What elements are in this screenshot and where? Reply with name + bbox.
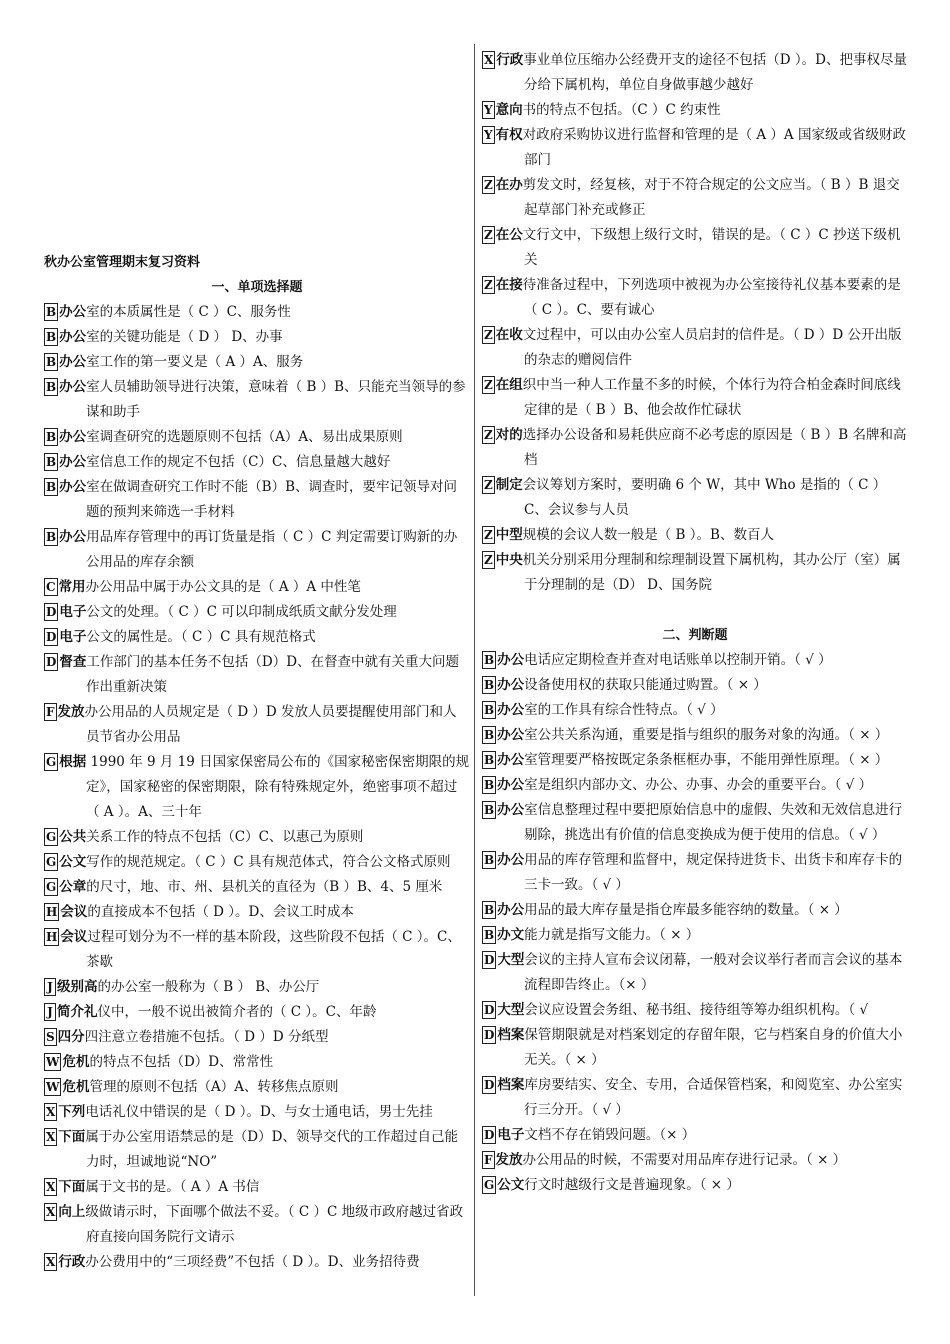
index-letter-box: Z <box>484 478 493 492</box>
question-item <box>44 850 470 875</box>
index-letter-box: Z <box>484 378 493 392</box>
item-text: 电话应定期检查并查对电话账单以控制开销。（ √ ） <box>524 652 832 668</box>
judgment-item <box>482 673 908 698</box>
index-letter-box: Y <box>484 103 493 117</box>
index-letter-box: B <box>484 803 495 817</box>
index-letter-box: D <box>484 953 495 967</box>
item-text: 写作的规范规定。（ C ）C 具有规范体式，符合公文格式原则 <box>86 854 451 870</box>
question-item <box>482 123 908 173</box>
item-keyword: 电子 <box>497 1127 525 1143</box>
item-keyword: 级别高 <box>57 979 98 995</box>
index-letter-box: H <box>46 905 58 919</box>
index-letter-box: B <box>46 355 57 369</box>
item-text: 书的特点不包括。（C ）C 约束性 <box>522 102 721 118</box>
judgment-item <box>482 1123 908 1148</box>
item-keyword: 档案 <box>497 1027 525 1043</box>
item-keyword: 危机 <box>62 1079 90 1095</box>
item-text: 会议的主持人宣布会议闭幕，一般对会议举行者而言会议的基本流程即告终止。（× ） <box>524 952 903 993</box>
item-keyword: 大型 <box>497 952 525 968</box>
question-item <box>482 523 908 548</box>
judgment-item <box>482 948 908 998</box>
item-text: 室管理要严格按既定条条框框办事，不能用弹性原理。（ × ） <box>524 752 889 768</box>
item-text: 室是组织内部办文、办公、办事、办会的重要平台。（ √ ） <box>524 777 873 793</box>
question-item <box>482 223 908 273</box>
index-letter-box: Z <box>484 228 493 242</box>
item-text: 会议筹划方案时，要明确 6 个 W，其中 Who 是指的（ C ）C、会议参与人员 <box>522 477 887 518</box>
item-keyword: 办公 <box>59 304 87 320</box>
item-keyword: 办公 <box>59 429 87 445</box>
index-letter-box: Y <box>484 128 493 142</box>
index-letter-box: X <box>484 53 494 67</box>
item-keyword: 制定 <box>495 477 523 493</box>
judgment-item <box>482 898 908 923</box>
item-text: 的办公室一般称为（ B ） B、办公厅 <box>97 979 320 995</box>
index-letter-box: B <box>46 480 57 494</box>
question-item <box>44 700 470 750</box>
item-keyword: 下列 <box>58 1104 86 1120</box>
item-keyword: 办公 <box>59 354 87 370</box>
question-item <box>44 1175 470 1200</box>
index-letter-box: B <box>484 928 495 942</box>
item-keyword: 办公 <box>497 652 525 668</box>
item-keyword: 意向 <box>495 102 523 118</box>
question-item <box>44 1075 470 1100</box>
item-text: 室信息整理过程中要把原始信息中的虚假、失效和无效信息进行剔除，挑选出有价值的信息变换成为便于使用的信息。（ √ ） <box>524 802 903 843</box>
index-letter-box: Z <box>484 528 493 542</box>
item-text: 的尺寸，地、市、州、县机关的直径为（B ）B、4、5 厘米 <box>86 879 443 895</box>
item-keyword: 向上 <box>58 1204 86 1220</box>
item-keyword: 办公 <box>497 752 525 768</box>
item-text: 设备使用权的获取只能通过购置。（ × ） <box>524 677 767 693</box>
item-text: 文行文中，下级想上级行文时，错误的是。（ C ）C 抄送下级机关 <box>522 227 901 268</box>
question-item <box>44 425 470 450</box>
multiple-choice-items-right <box>482 48 908 598</box>
judgment-item <box>482 1073 908 1123</box>
item-keyword: 办公 <box>59 454 87 470</box>
item-text: 四注意立卷措施不包括。（ D ）D 分纸型 <box>84 1029 329 1045</box>
item-text: 属于办公室用语禁忌的是（D）D、领导交代的工作超过自己能力时，坦诚地说“NO” <box>85 1129 458 1170</box>
question-item <box>482 423 908 473</box>
index-letter-box: X <box>46 1130 56 1144</box>
question-item <box>44 1250 470 1275</box>
index-letter-box: B <box>484 703 495 717</box>
question-item <box>44 1200 470 1250</box>
item-text: 选择办公设备和易耗供应商不必考虑的原因是（ B ）B 名牌和高档 <box>522 427 907 468</box>
judgment-item <box>482 1023 908 1073</box>
judgment-item <box>482 748 908 773</box>
item-text: 规模的会议人数一般是（ B ）。B、数百人 <box>522 527 774 543</box>
item-text: 待准备过程中，下列选项中被视为办公室接待礼仪基本要素的是（ C ）。C、要有诚心 <box>522 277 901 318</box>
item-keyword: 发放 <box>57 704 85 720</box>
document-title: 秋办公室管理期末复习资料 <box>44 255 201 270</box>
item-text: 库房要结实、安全、专用，合适保管档案，和阅览室、办公室实行三分开。（ √ ） <box>524 1077 903 1118</box>
item-text: 行文时越级行文是普遍现象。（ × ） <box>524 1177 740 1193</box>
item-keyword: 办公 <box>497 802 525 818</box>
index-letter-box: Z <box>484 178 493 192</box>
question-item <box>44 925 470 975</box>
item-keyword: 简介礼 <box>57 1004 98 1020</box>
item-text: 用品的库存管理和监督中，规定保持进货卡、出货卡和库存卡的三卡一致。（ √ ） <box>524 852 903 893</box>
index-letter-box: B <box>484 778 495 792</box>
index-letter-box: B <box>46 530 57 544</box>
index-letter-box: X <box>46 1255 56 1269</box>
index-letter-box: G <box>46 830 57 844</box>
item-text: 用品的最大库存量是指仓库最多能容纳的数量。（ × ） <box>524 902 848 918</box>
item-text: 室的工作具有综合性特点。（ √ ） <box>524 702 724 718</box>
question-item <box>44 625 470 650</box>
item-keyword: 会议 <box>60 904 88 920</box>
item-keyword: 办公 <box>497 702 525 718</box>
item-text: 过程可划分为不一样的基本阶段，这些阶段不包括（ C ）。C、茶歇 <box>86 929 461 970</box>
item-keyword: 在公 <box>495 227 523 243</box>
item-keyword: 办公 <box>497 852 525 868</box>
item-keyword: 在办 <box>495 177 523 193</box>
index-letter-box: G <box>46 855 57 869</box>
item-keyword: 四分 <box>57 1029 85 1045</box>
index-letter-box: C <box>46 580 56 594</box>
index-letter-box: J <box>44 1003 56 1021</box>
index-letter-box: Z <box>484 278 493 292</box>
question-item <box>44 1050 470 1075</box>
question-item <box>44 1100 470 1125</box>
index-letter-box: F <box>484 1153 493 1167</box>
item-text: 室调查研究的选题原则不包括（A）A、易出成果原则 <box>86 429 403 445</box>
question-item <box>44 300 470 325</box>
item-text: 关系工作的特点不包括（C）C、以惠己为原则 <box>86 829 364 845</box>
index-letter-box: S <box>46 1030 55 1044</box>
item-text: 室的关键功能是（ D ） D、办事 <box>86 329 283 345</box>
item-keyword: 下面 <box>58 1179 86 1195</box>
index-letter-box: D <box>484 1128 495 1142</box>
index-letter-box: H <box>46 930 58 944</box>
index-letter-box: X <box>46 1205 56 1219</box>
index-letter-box: B <box>484 678 495 692</box>
item-keyword: 电子 <box>59 629 87 645</box>
item-keyword: 在组 <box>495 377 523 393</box>
index-letter-box: D <box>46 630 57 644</box>
question-item <box>44 600 470 625</box>
index-letter-box: B <box>484 653 495 667</box>
section-heading-true-false: 二、判断题 <box>662 628 728 643</box>
judgment-item <box>482 798 908 848</box>
item-keyword: 在收 <box>495 327 523 343</box>
question-item <box>44 825 470 850</box>
question-item <box>44 350 470 375</box>
question-item <box>44 450 470 475</box>
question-item <box>44 575 470 600</box>
index-letter-box: W <box>46 1080 60 1094</box>
question-item <box>44 375 470 425</box>
question-item <box>482 473 908 523</box>
item-text: 的直接成本不包括（ D ）。D、会议工时成本 <box>87 904 354 920</box>
item-text: 保管期限就是对档案划定的存留年限，它与档案自身的价值大小无关。（ × ） <box>524 1027 903 1068</box>
index-letter-box: B <box>484 853 495 867</box>
index-letter-box: B <box>46 380 57 394</box>
item-text: 室在做调查研究工作时不能（B）B、调查时，要牢记领导对问题的预判来筛选一手材料 <box>86 479 457 520</box>
index-letter-box: Z <box>484 328 493 342</box>
item-text: 用品库存管理中的再订货量是指（ C ）C 判定需要订购新的办公用品的库存余额 <box>86 529 458 570</box>
item-keyword: 行政 <box>496 52 524 68</box>
judgment-item <box>482 1173 908 1198</box>
item-keyword: 办文 <box>497 927 525 943</box>
item-text: 室公共关系沟通，重要是指与组织的服务对象的沟通。（ × ） <box>524 727 889 743</box>
item-text: 办公用品的时候，不需要对用品库存进行记录。（ × ） <box>522 1152 847 1168</box>
judgment-item <box>482 923 908 948</box>
item-text: 室信息工作的规定不包括（C）C、信息量越大越好 <box>86 454 391 470</box>
item-text: 对政府采购协议进行监督和管理的是（ A ）A 国家级或省级财政部门 <box>522 127 906 168</box>
index-letter-box: B <box>46 430 57 444</box>
right-question-list <box>482 48 908 1198</box>
item-keyword: 档案 <box>497 1077 525 1093</box>
index-letter-box: G <box>484 1178 495 1192</box>
index-letter-box: X <box>46 1105 56 1119</box>
index-letter-box: B <box>484 728 495 742</box>
judgment-item <box>482 648 908 673</box>
question-item <box>44 900 470 925</box>
index-letter-box: D <box>484 1003 495 1017</box>
item-text: 办公用品的人员规定是（ D ）D 发放人员要提醒使用部门和人员节省办公用品 <box>84 704 457 745</box>
question-item <box>482 548 908 598</box>
true-false-items <box>482 648 908 1198</box>
item-keyword: 下面 <box>58 1129 86 1145</box>
column-divider <box>474 44 475 1296</box>
item-keyword: 办公 <box>59 379 87 395</box>
judgment-item <box>482 848 908 898</box>
question-item <box>482 173 908 223</box>
item-keyword: 中央 <box>495 552 523 568</box>
item-text: 剪发文时，经复核，对于不符合规定的公文应当。（ B ）B 退交起草部门补充或修正 <box>522 177 900 218</box>
index-letter-box: J <box>44 978 56 996</box>
question-item <box>44 525 470 575</box>
item-text: 电话礼仪中错误的是（ D ）。D、与女士通电话，男士先挂 <box>85 1104 433 1120</box>
question-item <box>44 1025 470 1050</box>
item-text: 1990 年 9 月 19 日国家保密局公布的《国家秘密保密期限的规定》，国家秘密的保密期限，除有特殊规定外，绝密事项不超过（ A ）。A、三十年 <box>86 754 470 820</box>
item-text: 办公用品中属于办公文具的是（ A ）A 中性笔 <box>85 579 361 595</box>
item-keyword: 根据 <box>59 754 87 770</box>
item-text: 工作部门的基本任务不包括（D）D、在督查中就有关重大问题作出重新决策 <box>86 654 460 695</box>
item-keyword: 发放 <box>495 1152 523 1168</box>
index-letter-box: D <box>484 1028 495 1042</box>
item-text: 室工作的第一要义是（ A ）A、服务 <box>86 354 304 370</box>
item-keyword: 公文 <box>59 854 87 870</box>
item-keyword: 中型 <box>495 527 523 543</box>
question-item <box>44 475 470 525</box>
section-heading-multiple-choice: 一、单项选择题 <box>211 280 303 295</box>
item-keyword: 有权 <box>495 127 523 143</box>
index-letter-box: B <box>46 330 57 344</box>
judgment-item <box>482 773 908 798</box>
item-keyword: 行政 <box>58 1254 86 1270</box>
item-text: 公文的处理。（ C ）C 可以印制成纸质文献分发处理 <box>86 604 397 620</box>
item-text: 的特点不包括（D）D、常常性 <box>89 1054 274 1070</box>
question-item <box>482 273 908 323</box>
item-text: 文过程中，可以由办公室人员启封的信件是。（ D ）D 公开出版的杂志的赠阅信件 <box>522 327 902 368</box>
item-keyword: 公章 <box>59 879 87 895</box>
index-letter-box: X <box>46 1180 56 1194</box>
item-text: 织中当一种人工作量不多的时候，个体行为符合柏金森时间底线定律的是（ B ）B、他会故作忙碌状 <box>522 377 901 418</box>
item-keyword: 办公 <box>497 777 525 793</box>
judgment-item <box>482 723 908 748</box>
item-keyword: 会议 <box>60 929 88 945</box>
judgment-item <box>482 698 908 723</box>
item-keyword: 办公 <box>59 479 87 495</box>
item-keyword: 对的 <box>495 427 523 443</box>
index-letter-box: G <box>46 880 57 894</box>
section-gap <box>482 598 908 623</box>
question-item <box>44 750 470 825</box>
index-letter-box: B <box>484 903 495 917</box>
question-item <box>482 373 908 423</box>
index-letter-box: B <box>46 305 57 319</box>
item-keyword: 办公 <box>497 677 525 693</box>
item-keyword: 督查 <box>59 654 87 670</box>
item-keyword: 办公 <box>59 529 87 545</box>
item-text: 仪中，一般不说出被简介者的（ C ）。C、年龄 <box>97 1004 377 1020</box>
question-item <box>44 650 470 700</box>
item-text: 室的本质属性是（ C ）C、服务性 <box>86 304 291 320</box>
item-text: 公文的属性是。（ C ）C 具有规范格式 <box>86 629 316 645</box>
index-letter-box: G <box>46 755 57 769</box>
question-item <box>44 325 470 350</box>
item-text: 办公费用中的“三项经费”不包括（ D ）。D、业务招待费 <box>85 1254 420 1270</box>
index-letter-box: W <box>46 1055 60 1069</box>
item-text: 会议应设置会务组、秘书组、接待组等筹办组织机构。（ √ <box>524 1002 869 1018</box>
index-letter-box: D <box>46 605 57 619</box>
judgment-item <box>482 1148 908 1173</box>
item-keyword: 危机 <box>62 1054 90 1070</box>
item-keyword: 办公 <box>497 727 525 743</box>
item-text: 室人员辅助领导进行决策，意味着（ B ）B、只能充当领导的参谋和助手 <box>86 379 466 420</box>
item-text: 能力就是指写文能力。（ × ） <box>524 927 700 943</box>
question-item <box>482 323 908 373</box>
item-keyword: 办公 <box>59 329 87 345</box>
multiple-choice-items-left <box>44 300 470 1275</box>
judgment-item <box>482 998 908 1023</box>
question-item <box>44 875 470 900</box>
item-text: 属于文书的是。（ A ）A 书信 <box>85 1179 260 1195</box>
item-keyword: 大型 <box>497 1002 525 1018</box>
question-item <box>44 1125 470 1175</box>
question-item <box>44 1000 470 1025</box>
item-keyword: 电子 <box>59 604 87 620</box>
index-letter-box: B <box>46 455 57 469</box>
index-letter-box: D <box>484 1078 495 1092</box>
index-letter-box: F <box>46 705 55 719</box>
item-keyword: 在接 <box>495 277 523 293</box>
item-text: 机关分别采用分理制和综理制设置下属机构，其办公厅（室）属于分理制的是（D） D、国务院 <box>522 552 901 593</box>
question-item <box>482 48 908 98</box>
question-item <box>44 975 470 1000</box>
item-text: 管理的原则不包括（A）A、转移焦点原则 <box>89 1079 339 1095</box>
item-keyword: 公共 <box>59 829 87 845</box>
left-question-list <box>44 275 470 1275</box>
index-letter-box: Z <box>484 553 493 567</box>
item-keyword: 办公 <box>497 902 525 918</box>
index-letter-box: D <box>46 655 57 669</box>
item-keyword: 常用 <box>58 579 86 595</box>
question-item <box>482 98 908 123</box>
item-keyword: 公文 <box>497 1177 525 1193</box>
index-letter-box: Z <box>484 428 493 442</box>
item-text: 文档不存在销毁问题。（× ） <box>524 1127 696 1143</box>
item-text: 事业单位压缩办公经费开支的途径不包括（D ）。D、把事权尽量分给下属机构，单位自身做事越少越好 <box>523 52 908 93</box>
index-letter-box: B <box>484 753 495 767</box>
item-text: 级做请示时，下面哪个做法不妥。（ C ）C 地级市政府越过省政府直接向国务院行文请示 <box>85 1204 464 1245</box>
